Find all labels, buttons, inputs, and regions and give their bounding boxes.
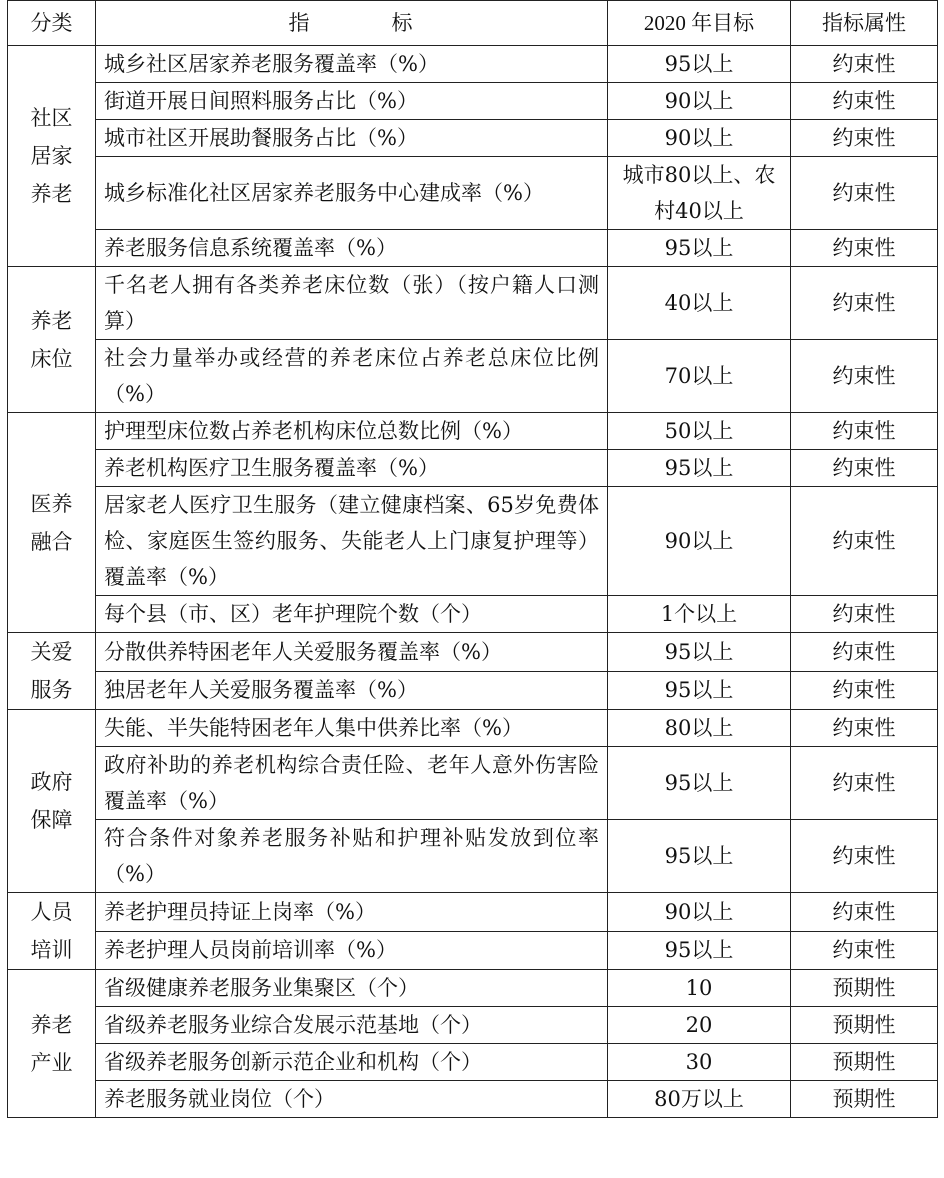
category-cell [8, 970, 96, 1118]
target-cell: 90以上 [608, 893, 791, 932]
attribute-cell: 约束性 [791, 633, 938, 672]
table-row [8, 1044, 938, 1081]
indicator-cell: 符合条件对象养老服务补贴和护理补贴发放到位率（%） [96, 820, 608, 893]
attribute-cell: 约束性 [791, 413, 938, 450]
table-row [8, 267, 938, 340]
header-indicator-a: 指 [288, 11, 312, 35]
attribute-cell: 约束性 [791, 747, 938, 820]
indicator-cell: 省级健康养老服务业集聚区（个） [96, 970, 608, 1007]
attribute-cell: 约束性 [791, 487, 938, 596]
category-cell [8, 413, 96, 633]
table-row [8, 340, 938, 413]
header-target: 2020 年目标 [608, 1, 791, 46]
target-cell: 40以上 [608, 267, 791, 340]
target-cell: 90以上 [608, 120, 791, 157]
attribute-cell: 约束性 [791, 46, 938, 83]
table-row [8, 633, 938, 672]
target-cell: 80万以上 [608, 1081, 791, 1118]
header-category: 分类 [8, 1, 96, 46]
table-row [8, 596, 938, 633]
attribute-cell: 约束性 [791, 710, 938, 747]
header-attribute: 指标属性 [791, 1, 938, 46]
target-cell: 95以上 [608, 671, 791, 710]
attribute-cell: 约束性 [791, 120, 938, 157]
indicator-cell: 养老机构医疗卫生服务覆盖率（%） [96, 450, 608, 487]
indicator-cell: 失能、半失能特困老年人集中供养比率（%） [96, 710, 608, 747]
indicator-cell: 城市社区开展助餐服务占比（%） [96, 120, 608, 157]
indicator-cell: 城乡标准化社区居家养老服务中心建成率（%） [96, 157, 608, 230]
category-label-line: 保障 [30, 808, 73, 832]
attribute-cell: 约束性 [791, 340, 938, 413]
table-row [8, 413, 938, 450]
category-cell [8, 633, 96, 710]
attribute-cell: 约束性 [791, 893, 938, 932]
category-label-line: 人员 [30, 900, 73, 924]
target-cell: 95以上 [608, 931, 791, 970]
table-row [8, 893, 938, 932]
indicator-cell: 省级养老服务业综合发展示范基地（个） [96, 1007, 608, 1044]
header-indicator [96, 1, 608, 46]
header-indicator-b: 标 [391, 11, 415, 35]
target-cell: 90以上 [608, 487, 791, 596]
indicator-cell: 街道开展日间照料服务占比（%） [96, 83, 608, 120]
category-label-line: 养老 [30, 1012, 73, 1037]
indicator-cell: 分散供养特困老年人关爱服务覆盖率（%） [96, 633, 608, 672]
category-label-line: 养老 [30, 308, 73, 333]
category-label-line: 培训 [30, 938, 73, 962]
attribute-cell: 约束性 [791, 157, 938, 230]
table-row [8, 230, 938, 267]
attribute-cell: 约束性 [791, 931, 938, 970]
attribute-cell: 约束性 [791, 83, 938, 120]
indicator-cell: 护理型床位数占养老机构床位总数比例（%） [96, 413, 608, 450]
target-cell: 95以上 [608, 450, 791, 487]
attribute-cell: 预期性 [791, 1007, 938, 1044]
category-label-line: 服务 [30, 678, 73, 702]
indicator-cell: 养老服务就业岗位（个） [96, 1081, 608, 1118]
indicator-cell: 养老服务信息系统覆盖率（%） [96, 230, 608, 267]
indicator-cell: 千名老人拥有各类养老床位数（张）（按户籍人口测算） [96, 267, 608, 340]
category-cell [8, 267, 96, 413]
table-row [8, 1007, 938, 1044]
category-label-line: 融合 [30, 529, 73, 554]
table-row [8, 450, 938, 487]
table-row [8, 120, 938, 157]
attribute-cell: 预期性 [791, 1044, 938, 1081]
category-label-line: 社区 [30, 106, 73, 130]
indicator-cell: 养老护理人员岗前培训率（%） [96, 931, 608, 970]
target-cell: 70以上 [608, 340, 791, 413]
category-label-line: 政府 [30, 770, 73, 794]
table-header-row [8, 1, 938, 46]
attribute-cell: 约束性 [791, 596, 938, 633]
target-cell: 95以上 [608, 820, 791, 893]
target-cell: 95以上 [608, 230, 791, 267]
indicator-cell: 社会力量举办或经营的养老床位占养老总床位比例（%） [96, 340, 608, 413]
attribute-cell: 约束性 [791, 267, 938, 340]
attribute-cell: 约束性 [791, 820, 938, 893]
category-label-line: 床位 [30, 346, 73, 371]
target-cell: 95以上 [608, 633, 791, 672]
target-cell: 10 [608, 970, 791, 1007]
indicator-cell: 每个县（市、区）老年护理院个数（个） [96, 596, 608, 633]
indicator-cell: 政府补助的养老机构综合责任险、老年人意外伤害险覆盖率（%） [96, 747, 608, 820]
table-row [8, 820, 938, 893]
table-row [8, 747, 938, 820]
table-row [8, 970, 938, 1007]
indicator-cell: 省级养老服务创新示范企业和机构（个） [96, 1044, 608, 1081]
indicator-cell: 居家老人医疗卫生服务（建立健康档案、65岁免费体检、家庭医生签约服务、失能老人上门康复护理等）覆盖率（%） [96, 487, 608, 596]
category-label-line: 医养 [30, 491, 73, 516]
indicator-table [7, 0, 938, 1118]
table-row [8, 671, 938, 710]
table-row [8, 46, 938, 83]
table-row [8, 157, 938, 230]
target-cell: 50以上 [608, 413, 791, 450]
category-cell [8, 893, 96, 970]
indicator-cell: 独居老年人关爱服务覆盖率（%） [96, 671, 608, 710]
target-cell: 20 [608, 1007, 791, 1044]
indicator-cell: 养老护理员持证上岗率（%） [96, 893, 608, 932]
attribute-cell: 预期性 [791, 970, 938, 1007]
table-row [8, 487, 938, 596]
target-cell: 1个以上 [608, 596, 791, 633]
table-row [8, 83, 938, 120]
category-cell [8, 46, 96, 267]
attribute-cell: 约束性 [791, 230, 938, 267]
table-row [8, 1081, 938, 1118]
table-body [8, 46, 938, 1118]
table-row [8, 931, 938, 970]
table-row [8, 710, 938, 747]
attribute-cell: 约束性 [791, 671, 938, 710]
target-cell: 城市80以上、农村40以上 [608, 157, 791, 230]
category-label-line: 关爱 [30, 640, 73, 664]
target-cell: 80以上 [608, 710, 791, 747]
attribute-cell: 约束性 [791, 450, 938, 487]
attribute-cell: 预期性 [791, 1081, 938, 1118]
target-cell: 90以上 [608, 83, 791, 120]
target-cell: 95以上 [608, 46, 791, 83]
category-label-line: 养老 [30, 182, 73, 206]
indicator-cell: 城乡社区居家养老服务覆盖率（%） [96, 46, 608, 83]
category-label-line: 居家 [30, 144, 73, 168]
target-cell: 95以上 [608, 747, 791, 820]
category-cell [8, 710, 96, 893]
category-label-line: 产业 [30, 1050, 73, 1075]
target-cell: 30 [608, 1044, 791, 1081]
